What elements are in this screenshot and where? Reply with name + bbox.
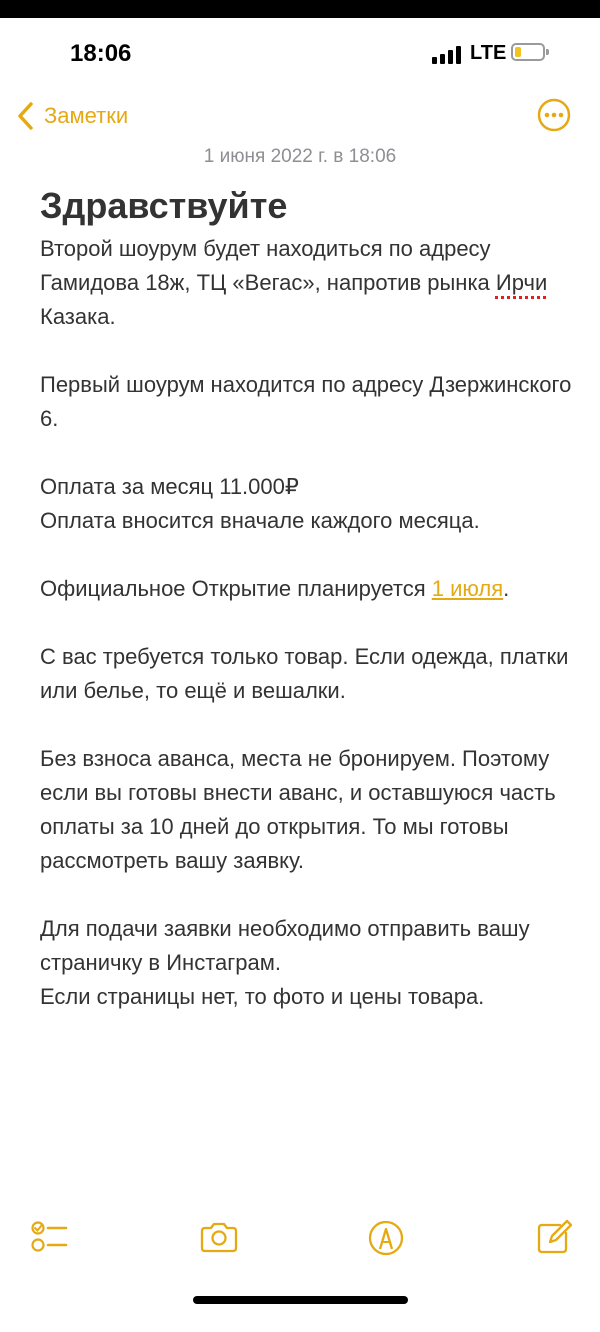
misspelled-word: Ирчи (495, 270, 548, 295)
paragraph-payment-schedule: Оплата вносится вначале каждого месяца. (40, 508, 480, 533)
paragraph-opening: Официальное Открытие планируется 1 июля. (40, 576, 510, 601)
signal-icon (432, 46, 462, 64)
battery-icon (511, 43, 545, 61)
note-body[interactable] (40, 180, 575, 1014)
checklist-icon[interactable] (30, 1218, 70, 1258)
bottom-toolbar (0, 1205, 600, 1265)
paragraph-payment-amount: Оплата за месяц 11.000₽ (40, 474, 299, 499)
back-button[interactable] (16, 98, 128, 134)
back-label: Заметки (44, 103, 129, 128)
status-bar (0, 18, 600, 90)
date-link[interactable]: 1 июля (431, 576, 504, 601)
note-title: Здравствуйте (40, 185, 288, 226)
status-time: 18:06 (70, 40, 132, 67)
paragraph-application-alt: Если страницы нет, то фото и цены товара. (40, 984, 485, 1009)
paragraph-showroom-2: Второй шоурум будет находиться по адресу Гамидова 18ж, ТЦ «Вегас», напротив рынка Ирчи Казака. (40, 236, 548, 329)
camera-icon[interactable] (199, 1218, 239, 1258)
top-bezel (0, 0, 600, 18)
paragraph-advance: Без взноса аванса, места не бронируем. Поэтому если вы готовы внести аванс, и оставшуюся часть оплаты за 10 дней до открытия. То мы готовы рассмотреть вашу заявку. (40, 746, 556, 873)
ellipsis-circle-icon[interactable] (537, 98, 571, 132)
navigation-bar (0, 90, 600, 140)
paragraph-showroom-1: Первый шоурум находится по адресу Дзержинского 6. (40, 372, 572, 431)
pen-circle-icon[interactable] (366, 1218, 406, 1258)
paragraph-application: Для подачи заявки необходимо отправить вашу страничку в Инстаграм. (40, 916, 530, 975)
compose-icon[interactable] (534, 1217, 574, 1257)
paragraph-requirements: С вас требуется только товар. Если одежда, платки или белье, то ещё и вешалки. (40, 644, 569, 703)
network-type: LTE (470, 42, 507, 64)
chevron-left-icon (16, 101, 34, 131)
note-date: 1 июня 2022 г. в 18:06 (203, 146, 397, 167)
home-indicator[interactable] (193, 1296, 408, 1304)
